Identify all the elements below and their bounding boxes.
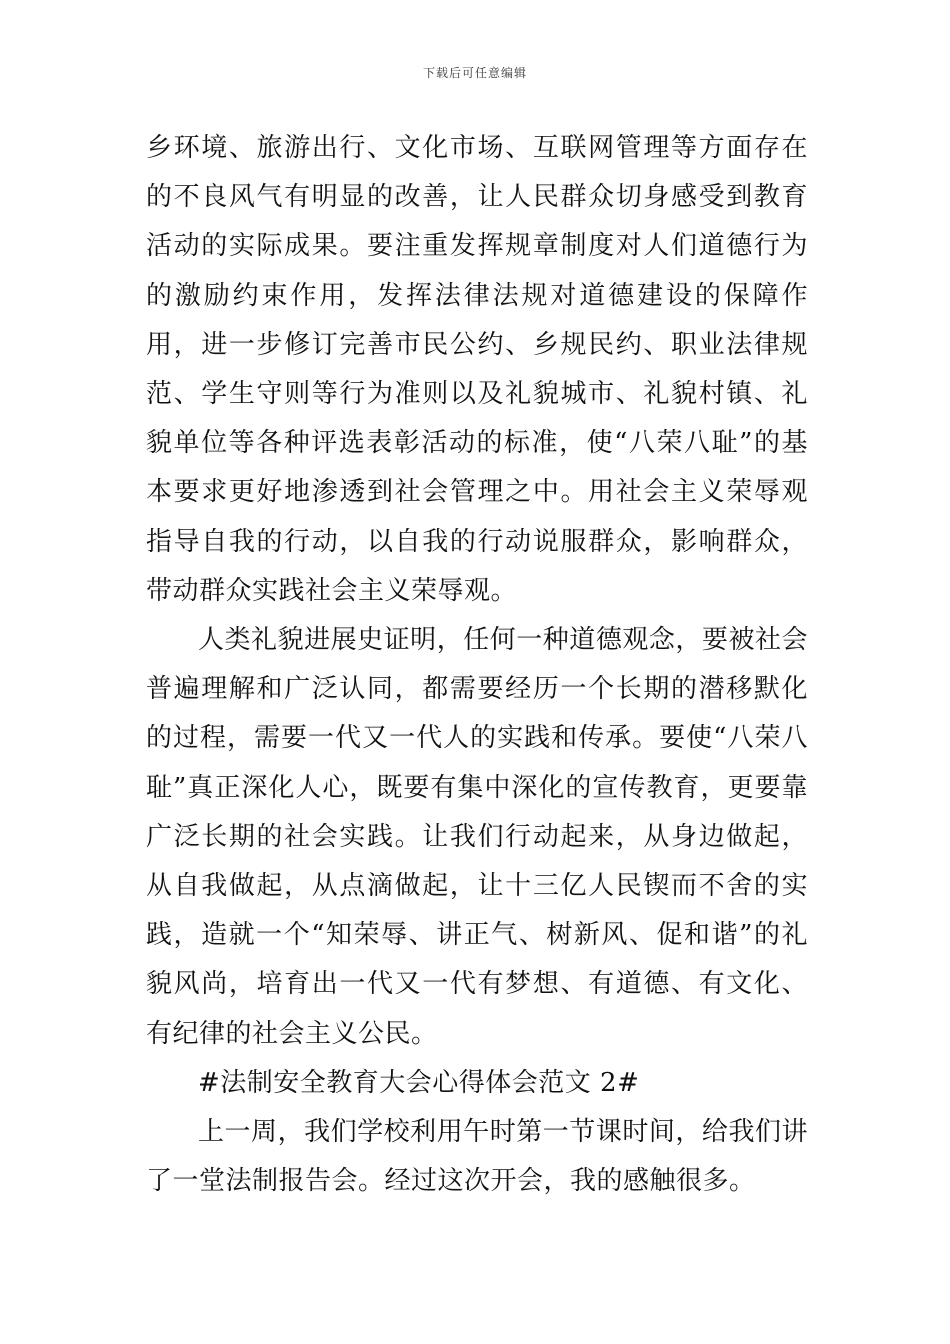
header-note: 下载后可任意编辑 <box>422 66 527 80</box>
document-body <box>146 124 808 1206</box>
paragraph-1: 乡环境、旅游出行、文化市场、互联网管理等方面存在的不良风气有明显的改善，让人民群众切身感受到教育活动的实际成果。要注重发挥规章制度对人们道德行为的激励约束作用，发挥法律法规对道德建设的保障作用，进一步修订完善市民公约、乡规民约、职业法律规范、学生守则等行为准则以及礼貌城市、礼貌村镇、礼貌单位等各种评选表彰活动的标准，使“八荣八耻”的基本要求更好地渗透到社会管理之中。用社会主义荣辱观指导自我的行动，以自我的行动说服群众，影响群众，带动群众实践社会主义荣辱观。 <box>146 133 808 606</box>
section-heading: #法制安全教育大会心得体会范文 2# <box>198 1067 640 1098</box>
paragraph-2: 人类礼貌进展史证明，任何一种道德观念，要被社会普遍理解和广泛认同，都需要经历一个长期的潜移默化的过程，需要一代又一代人的实践和传承。要使“八荣八耻”真正深化人心，既要有集中深化的宣传教育，更要靠广泛长期的社会实践。让我们行动起来，从身边做起，从自我做起，从点滴做起，让十三亿人民锲而不舍的实践，造就一个“知荣辱、讲正气、树新风、促和谐”的礼貌风尚，培育出一代又一代有梦想、有道德、有文化、有纪律的社会主义公民。 <box>146 625 808 1049</box>
paragraph-3: 上一周，我们学校利用午时第一节课时间，给我们讲了一堂法制报告会。经过这次开会，我的感触很多。 <box>146 1117 808 1197</box>
